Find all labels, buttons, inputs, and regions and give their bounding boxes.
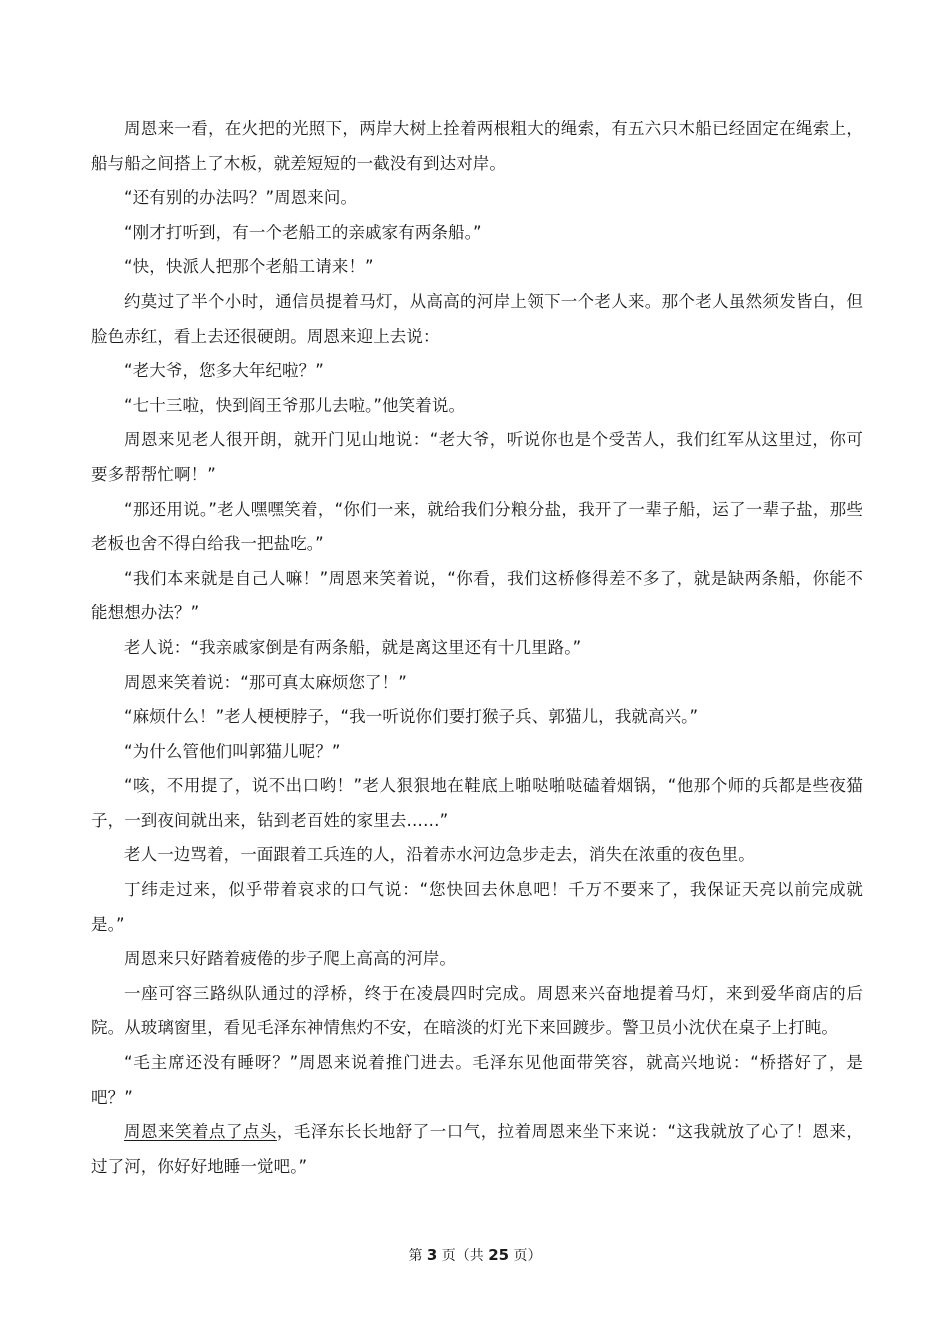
paragraph: “我们本来就是自己人嘛！”周恩来笑着说，“你看，我们这桥修得差不多了，就是缺两条船，你能不能想想办法？” (91, 568, 863, 623)
total-page-count: 25 (488, 1246, 510, 1264)
paragraph: 丁纬走过来，似乎带着哀求的口气说：“您快回去休息吧！千万不要来了，我保证天亮以前完成就是。” (91, 880, 863, 934)
paragraph: 周恩来见老人很开朗，就开门见山地说：“老大爷，听说你也是个受苦人，我们红军从这里过，你可要多帮帮忙啊！” (91, 430, 863, 484)
paragraph: 周恩来笑着说：“那可真太麻烦您了！” (124, 672, 407, 692)
document-body (91, 112, 863, 1184)
paragraph: “七十三啦，快到阎王爷那儿去啦。”他笑着说。 (124, 395, 466, 415)
current-page-number: 3 (426, 1246, 438, 1264)
paragraph: 老人说：“我亲戚家倒是有两条船，就是离这里还有十几里路。” (124, 637, 582, 657)
paragraph: “麻烦什么！”老人梗梗脖子，“我一听说你们要打猴子兵、郭猫儿，我就高兴。” (124, 707, 699, 727)
paragraph: “老大爷，您多大年纪啦？” (124, 361, 324, 381)
paragraph: 约莫过了半个小时，通信员提着马灯，从高高的河岸上领下一个老人来。那个老人虽然须发皆白，但脸色赤红，看上去还很硬朗。周恩来迎上去说： (91, 291, 863, 346)
paragraph: 周恩来一看，在火把的光照下，两岸大树上拴着两根粗大的绳索，有五六只木船已经固定在绳索上，船与船之间搭上了木板，就差短短的一截没有到达对岸。 (91, 119, 863, 173)
paragraph: “咳，不用提了，说不出口哟！”老人狠狠地在鞋底上啪哒啪哒磕着烟锅，“他那个师的兵都是些夜猫子，一到夜间就出来，钻到老百姓的家里去……” (91, 776, 863, 830)
paragraph-rest: ，毛泽东长长地舒了一口气，拉着周恩来坐下来说：“这我就放了心了！恩来，过了河，你好好地睡一觉吧。” (91, 1122, 863, 1176)
paragraph: “那还用说。”老人嘿嘿笑着，“你们一来，就给我们分粮分盐，我开了一辈子船，运了一辈子盐，那些老板也舍不得白给我一把盐吃。” (91, 499, 863, 554)
footer-middle: 页（共 (437, 1248, 489, 1264)
paragraph: “还有别的办法吗？”周恩来问。 (124, 188, 358, 208)
paragraph: “为什么管他们叫郭猫儿呢？” (124, 741, 341, 761)
footer-prefix: 第 (408, 1248, 427, 1264)
paragraph: “快，快派人把那个老船工请来！” (124, 257, 374, 277)
paragraph: “刚才打听到，有一个老船工的亲戚家有两条船。” (124, 222, 482, 242)
page-footer (0, 1245, 950, 1265)
paragraph: 一座可容三路纵队通过的浮桥，终于在凌晨四时完成。周恩来兴奋地提着马灯，来到爱华商店的后院。从玻璃窗里，看见毛泽东神情焦灼不安，在暗淡的灯光下来回踱步。警卫员小沈伏在桌子上打盹。 (91, 983, 863, 1038)
paragraph: 周恩来只好踏着疲倦的步子爬上高高的河岸。 (124, 949, 456, 969)
paragraph: 老人一边骂着，一面跟着工兵连的人，沿着赤水河边急步走去，消失在浓重的夜色里。 (124, 845, 755, 865)
last-paragraph (91, 1115, 863, 1184)
paragraph: “毛主席还没有睡呀？”周恩来说着推门进去。毛泽东见他面带笑容，就高兴地说：“桥搭好了，是吧？” (91, 1053, 863, 1107)
footer-suffix: 页） (509, 1248, 542, 1264)
underlined-phrase: 周恩来笑着点了点头 (124, 1122, 277, 1142)
